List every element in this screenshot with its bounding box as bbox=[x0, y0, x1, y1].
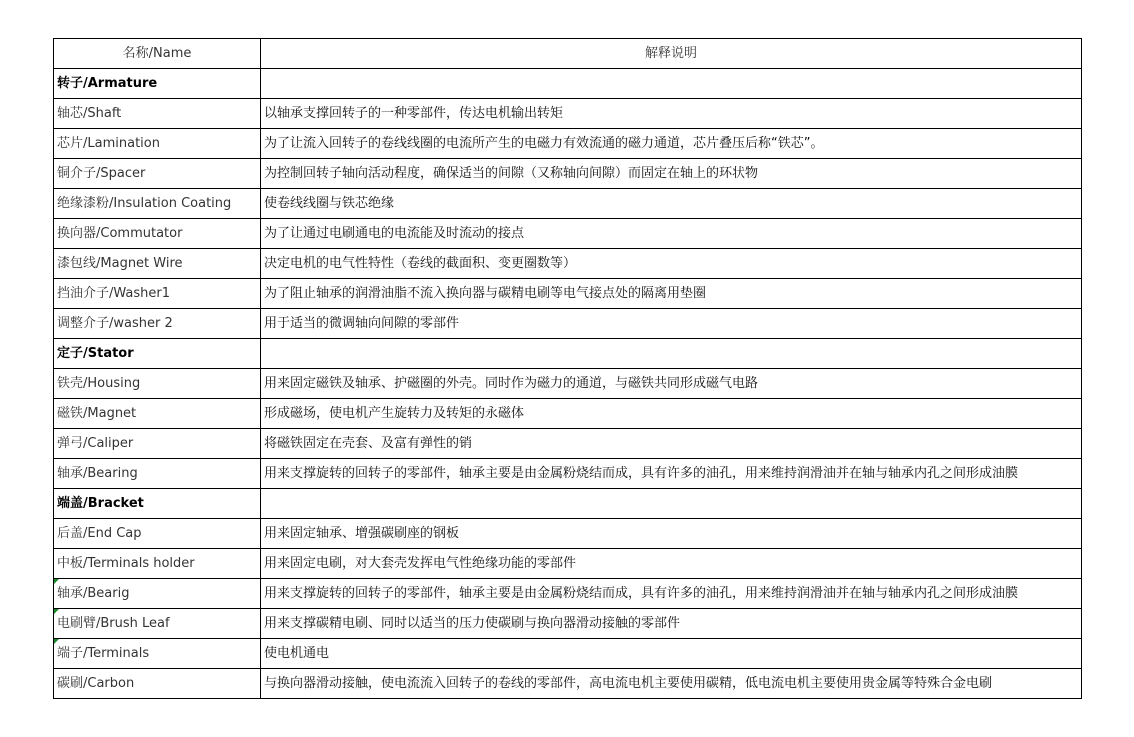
cell-text: 定子/Stator bbox=[57, 346, 134, 361]
part-name-cell[interactable] bbox=[54, 429, 261, 459]
description-cell[interactable]: 为了让流入回转子的卷线线圈的电流所产生的电磁力有效流通的磁力通道，芯片叠压后称“铁芯”。 bbox=[261, 129, 1082, 159]
cell-text: 绝缘漆粉/Insulation Coating bbox=[57, 196, 232, 211]
description-cell[interactable] bbox=[261, 339, 1082, 369]
comment-indicator-icon bbox=[54, 609, 59, 614]
description-cell[interactable]: 以轴承支撑回转子的一种零部件，传达电机输出转矩 bbox=[261, 99, 1082, 129]
parts-glossary-table bbox=[53, 38, 1082, 699]
description-cell[interactable] bbox=[261, 69, 1082, 99]
table-row bbox=[54, 369, 1082, 399]
cell-text: 调整介子/washer 2 bbox=[57, 316, 173, 331]
part-name-cell[interactable] bbox=[54, 129, 261, 159]
cell-text: 中板/Terminals holder bbox=[57, 556, 195, 571]
description-cell[interactable]: 为了让通过电刷通电的电流能及时流动的接点 bbox=[261, 219, 1082, 249]
part-name-cell[interactable] bbox=[54, 549, 261, 579]
part-name-cell[interactable] bbox=[54, 369, 261, 399]
part-name-cell[interactable] bbox=[54, 219, 261, 249]
table-row bbox=[54, 159, 1082, 189]
cell-text: 后盖/End Cap bbox=[57, 526, 142, 541]
cell-text: 轴芯/Shaft bbox=[57, 106, 122, 121]
cell-text: 碳刷/Carbon bbox=[57, 676, 135, 691]
description-cell[interactable]: 用来支撑碳精电刷、同时以适当的压力使碳刷与换向器滑动接触的零部件 bbox=[261, 609, 1082, 639]
header-row bbox=[54, 39, 1082, 69]
part-name-cell[interactable] bbox=[54, 189, 261, 219]
table-row bbox=[54, 189, 1082, 219]
part-name-cell[interactable] bbox=[54, 639, 261, 669]
table-row bbox=[54, 669, 1082, 699]
table-row bbox=[54, 609, 1082, 639]
table-row bbox=[54, 99, 1082, 129]
table-row bbox=[54, 429, 1082, 459]
table-row bbox=[54, 399, 1082, 429]
description-cell[interactable]: 用于适当的微调轴向间隙的零部件 bbox=[261, 309, 1082, 339]
section-name-cell[interactable] bbox=[54, 69, 261, 99]
description-cell[interactable]: 与换向器滑动接触，使电流流入回转子的卷线的零部件，高电流电机主要使用碳精，低电流电机主要使用贵金属等特殊合金电刷 bbox=[261, 669, 1082, 699]
description-cell[interactable]: 使电机通电 bbox=[261, 639, 1082, 669]
table-row bbox=[54, 309, 1082, 339]
part-name-cell[interactable] bbox=[54, 459, 261, 489]
part-name-cell[interactable] bbox=[54, 249, 261, 279]
section-name-cell[interactable] bbox=[54, 489, 261, 519]
part-name-cell[interactable] bbox=[54, 609, 261, 639]
cell-text: 铁壳/Housing bbox=[57, 376, 141, 391]
cell-text: 挡油介子/Washer1 bbox=[57, 286, 170, 301]
cell-text: 电刷臂/Brush Leaf bbox=[57, 616, 170, 631]
description-cell[interactable]: 为了阻止轴承的润滑油脂不流入换向器与碳精电刷等电气接点处的隔离用垫圈 bbox=[261, 279, 1082, 309]
table-row bbox=[54, 639, 1082, 669]
table-row bbox=[54, 519, 1082, 549]
table-row bbox=[54, 579, 1082, 609]
cell-text: 轴承/Bearing bbox=[57, 466, 138, 481]
cell-text: 轴承/Bearig bbox=[57, 586, 130, 601]
cell-text: 芯片/Lamination bbox=[57, 136, 160, 151]
table-row bbox=[54, 459, 1082, 489]
header-description-cell[interactable]: 解释说明 bbox=[261, 39, 1082, 69]
comment-indicator-icon bbox=[54, 639, 59, 644]
part-name-cell[interactable] bbox=[54, 279, 261, 309]
description-cell[interactable]: 将磁铁固定在壳套、及富有弹性的销 bbox=[261, 429, 1082, 459]
description-cell[interactable]: 用来支撑旋转的回转子的零部件，轴承主要是由金属粉烧结而成，具有许多的油孔，用来维持润滑油并在轴与轴承内孔之间形成油膜 bbox=[261, 459, 1082, 489]
description-cell[interactable] bbox=[261, 489, 1082, 519]
cell-text: 端盖/Bracket bbox=[57, 496, 144, 511]
cell-text: 磁铁/Magnet bbox=[57, 406, 137, 421]
part-name-cell[interactable] bbox=[54, 669, 261, 699]
part-name-cell[interactable] bbox=[54, 159, 261, 189]
part-name-cell[interactable] bbox=[54, 99, 261, 129]
description-cell[interactable]: 用来固定磁铁及轴承、护磁圈的外壳。同时作为磁力的通道，与磁铁共同形成磁气电路 bbox=[261, 369, 1082, 399]
part-name-cell[interactable] bbox=[54, 519, 261, 549]
header-name-cell[interactable]: 名称/Name bbox=[54, 39, 261, 69]
part-name-cell[interactable] bbox=[54, 579, 261, 609]
section-row bbox=[54, 489, 1082, 519]
description-cell[interactable]: 为控制回转子轴向活动程度，确保适当的间隙（又称轴向间隙）而固定在轴上的环状物 bbox=[261, 159, 1082, 189]
table-row bbox=[54, 249, 1082, 279]
description-cell[interactable]: 用来固定轴承、增强碳刷座的钢板 bbox=[261, 519, 1082, 549]
comment-indicator-icon bbox=[54, 579, 59, 584]
description-cell[interactable]: 使卷线线圈与铁芯绝缘 bbox=[261, 189, 1082, 219]
description-cell[interactable]: 用来固定电刷，对大套壳发挥电气性绝缘功能的零部件 bbox=[261, 549, 1082, 579]
section-name-cell[interactable] bbox=[54, 339, 261, 369]
section-row bbox=[54, 69, 1082, 99]
cell-text: 端子/Terminals bbox=[57, 646, 150, 661]
table-row bbox=[54, 129, 1082, 159]
cell-text: 转子/Armature bbox=[57, 76, 158, 91]
part-name-cell[interactable] bbox=[54, 399, 261, 429]
part-name-cell[interactable] bbox=[54, 309, 261, 339]
cell-text: 弹弓/Caliper bbox=[57, 436, 134, 451]
cell-text: 铜介子/Spacer bbox=[57, 166, 146, 181]
description-cell[interactable]: 决定电机的电气性特性（卷线的截面积、变更圈数等） bbox=[261, 249, 1082, 279]
cell-text: 换向器/Commutator bbox=[57, 226, 183, 241]
table-row bbox=[54, 219, 1082, 249]
table-row bbox=[54, 549, 1082, 579]
description-cell[interactable]: 形成磁场，使电机产生旋转力及转矩的永磁体 bbox=[261, 399, 1082, 429]
cell-text: 漆包线/Magnet Wire bbox=[57, 256, 183, 271]
description-cell[interactable]: 用来支撑旋转的回转子的零部件，轴承主要是由金属粉烧结而成，具有许多的油孔，用来维持润滑油并在轴与轴承内孔之间形成油膜 bbox=[261, 579, 1082, 609]
section-row bbox=[54, 339, 1082, 369]
table-row bbox=[54, 279, 1082, 309]
